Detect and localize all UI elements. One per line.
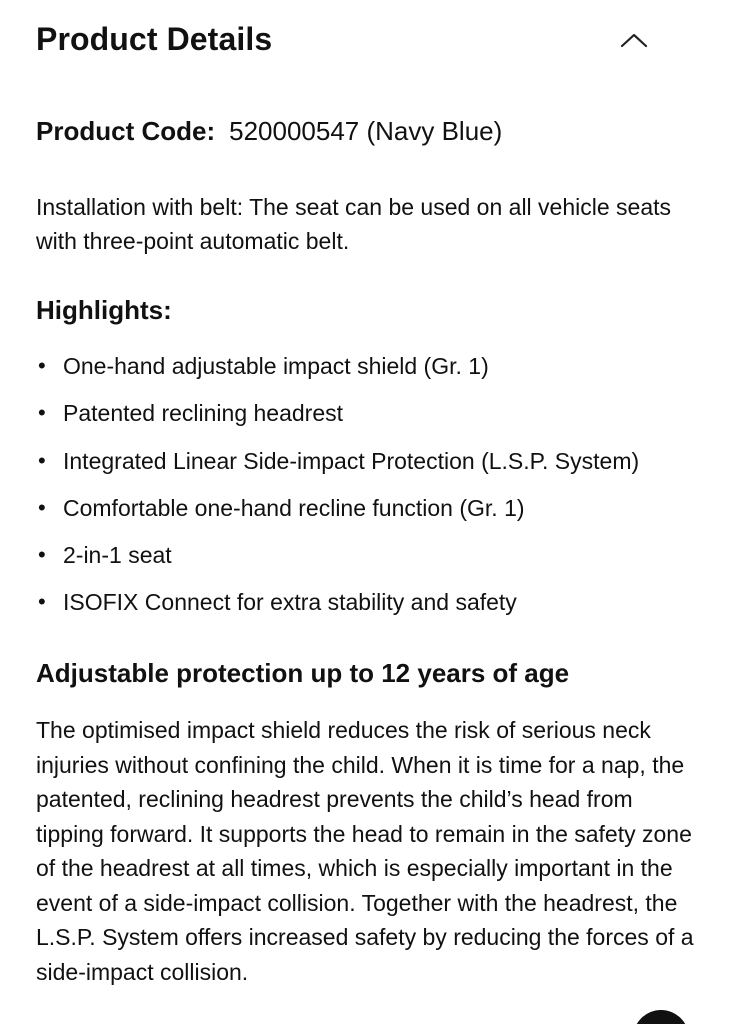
highlights-heading: Highlights: xyxy=(36,295,172,325)
bullet-icon: • xyxy=(38,589,46,615)
product-details-header[interactable] xyxy=(36,18,696,66)
protection-heading: Adjustable protection up to 12 years of age xyxy=(36,658,570,688)
highlight-text: One-hand adjustable impact shield (Gr. 1) xyxy=(63,353,489,379)
list-item xyxy=(36,537,706,584)
bullet-icon: • xyxy=(38,353,46,378)
section-title: Product Details xyxy=(36,21,273,57)
list-item xyxy=(36,490,706,537)
installation-description: Installation with belt: The seat can be used on all vehicle seats with three-point automatic belt. xyxy=(36,194,672,254)
highlight-text: Integrated Linear Side-impact Protection (L.S.P. System) xyxy=(63,447,640,474)
bullet-icon: • xyxy=(38,542,46,568)
bullet-icon: • xyxy=(38,400,46,426)
floating-action-button[interactable] xyxy=(633,1010,689,1024)
highlight-text: Comfortable one-hand recline function (Gr. 1) xyxy=(63,494,525,521)
highlight-text: Patented reclining headrest xyxy=(63,400,344,427)
list-item xyxy=(36,348,706,395)
bullet-icon: • xyxy=(38,494,46,520)
product-code xyxy=(36,116,502,147)
list-item xyxy=(36,395,706,442)
highlights-list xyxy=(36,348,706,632)
chevron-up-icon xyxy=(616,26,652,58)
product-code-value: 520000547 (Navy Blue) xyxy=(229,116,503,146)
list-item xyxy=(36,584,706,631)
product-code-label: Product Code: xyxy=(36,116,216,146)
list-item xyxy=(36,443,706,490)
highlight-text: ISOFIX Connect for extra stability and safety xyxy=(63,589,517,616)
protection-description: The optimised impact shield reduces the risk of serious neck injuries without confining the child. When it is time for a nap, the patented, reclining headrest prevents the child’s head from tipping forward. It supports the head to remain in the safety zone of the headrest at all times, which is especially important in the event of a side-impact collision. Together with the headrest, the L.S.P. System offers increased safety by reducing the forces of a side-impact collision. xyxy=(36,717,694,985)
collapse-toggle-button[interactable] xyxy=(616,26,652,58)
bullet-icon: • xyxy=(38,447,46,473)
highlight-text: 2-in-1 seat xyxy=(63,542,172,569)
